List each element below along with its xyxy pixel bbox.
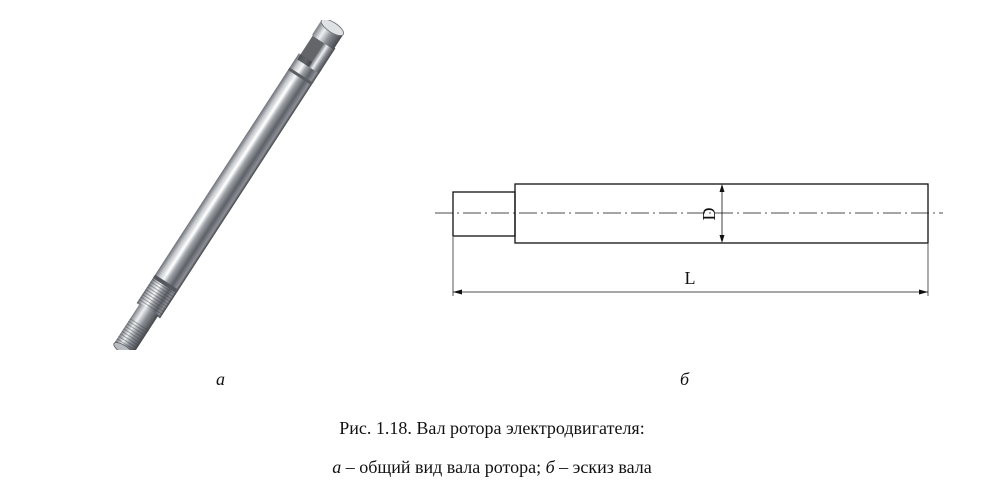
subfigure-label-a: а [216, 369, 225, 389]
figure-caption-legend [0, 456, 984, 478]
dimension-label-d: D [699, 207, 719, 221]
arrowhead-d-bottom [720, 235, 725, 243]
shaft-body [515, 184, 928, 243]
legend-letter-b: б [545, 457, 555, 477]
arrowhead-d-top [720, 184, 725, 192]
legend-text-b: эскиз вала [572, 457, 652, 477]
arrowhead-l-left [453, 290, 462, 295]
legend-separator-a: – [341, 457, 360, 477]
subfigure-label-b: б [680, 369, 690, 389]
dimension-label-l: L [684, 268, 696, 288]
legend-letter-a: а [332, 457, 342, 477]
legend-separator-b: – [554, 457, 573, 477]
figure-title: Вал ротора электродвигателя: [416, 418, 645, 438]
legend-join: ; [536, 457, 546, 477]
legend-text-a: общий вид вала ротора [359, 457, 537, 477]
figure-number: Рис. 1.18. [339, 418, 412, 438]
rotor-shaft-photo [30, 20, 430, 350]
figure-caption-title [0, 417, 984, 439]
shaft-step-small [453, 192, 515, 236]
arrowhead-l-right [919, 290, 928, 295]
shaft-sketch [425, 170, 955, 310]
